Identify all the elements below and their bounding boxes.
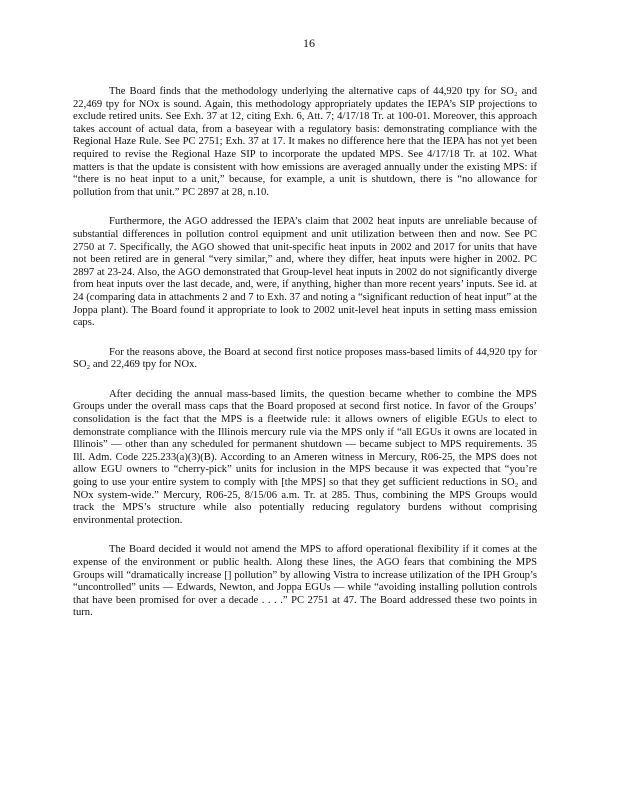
paragraph-heat-inputs: Furthermore, the AGO addressed the IEPA’s claim that 2002 heat inputs are unreliable because of substantial differences in pollution control equipment and unit utilization between then and now. See PC 2750 at 7. Specifically, the AGO showed that unit-specific heat inputs in 2002 and 2017 for units that have not been retired are in general “very similar,” and, where they differ, heat inputs were higher in 2002. PC 2897 at 23-24. Also, the AGO demonstrated that Group-level heat inputs in 2002 do not significantly diverge from heat inputs over the last decade, and, were, if anything, higher than more recent years’ inputs. See id. at 24 (comparing data in attachments 2 and 7 to Exh. 37 and noting a “significant reduction of heat input” at the Joppa plant). The Board found it appropriate to look to 2002 unit-level heat inputs in setting mass emission caps.	[73, 216, 537, 329]
paragraph-proposed-limits: For the reasons above, the Board at second first notice proposes mass-based limits of 44,920 tpy for SO₂ and 22,469 tpy for NOx.	[73, 346, 537, 371]
paragraph-methodology: The Board finds that the methodology underlying the alternative caps of 44,920 tpy for SO₂ and 22,469 tpy for NOx is sound. Again, this methodology appropriately updates the IEPA’s SIP projections to exclude retired units. See Exh. 37 at 12, citing Exh. 6, Att. 7; 4/17/18 Tr. at 100-01. Moreover, this approach takes account of actual data, from a baseyear with a regulatory basis: demonstrating compliance with the Regional Haze Rule. See PC 2751; Exh. 37 at 17. It makes no difference here that the IEPA has not yet been required to revise the Regional Haze SIP to incorporate the updated MPS. See 4/17/18 Tr. at 102. What matters is that the update is consistent with how emissions are averaged annually under the existing MPS: if “there is no heat input to a unit,” because, for example, a unit is shutdown, there is “no allowance for pollution from that unit.” PC 2897 at 28, n.10.	[73, 86, 537, 198]
paragraph-operational-flexibility: The Board decided it would not amend the MPS to afford operational flexibility if it comes at the expense of the environment or public health. Along these lines, the AGO fears that combining the MPS Groups will “dramatically increase [] pollution” by allowing Vistra to increase utilization of the IPH Group’s “uncontrolled” units — Edwards, Newton, and Joppa EGUs — while “avoiding installing pollution controls that have been promised for over a decade . . . .” PC 2751 at 47. The Board addressed these two points in turn.	[73, 544, 537, 619]
page-number: 16	[303, 36, 315, 50]
paragraph-group-consolidation: After deciding the annual mass-based limits, the question became whether to combine the MPS Groups under the overall mass caps that the Board proposed at second first notice. In favor of the Groups’ consolidation is the fact that the MPS is a fleetwide rule: it allows owners of eligible EGUs to elect to demonstrate compliance with the Illinois mercury rule via the MPS only if “all EGUs it owns are located in Illinois” — other than any scheduled for permanent shutdown — became subject to MPS requirements. 35 Ill. Adm. Code 225.233(a)(3)(B). According to an Ameren witness in Mercury, R06-25, the MPS does not allow EGU owners to “cherry-pick” units for inclusion in the MPS because it was expected that “you’re going to use your entire system to comply with [the MPS] so that they get sufficient reductions in SO₂ and NOx system-wide.” Mercury, R06-25, 8/15/06 a.m. Tr. at 285. Thus, combining the MPS Groups would track the MPS’s structure while also potentially reducing regulatory burdens without comprising environmental protection.	[73, 388, 537, 526]
document-body	[73, 86, 537, 637]
